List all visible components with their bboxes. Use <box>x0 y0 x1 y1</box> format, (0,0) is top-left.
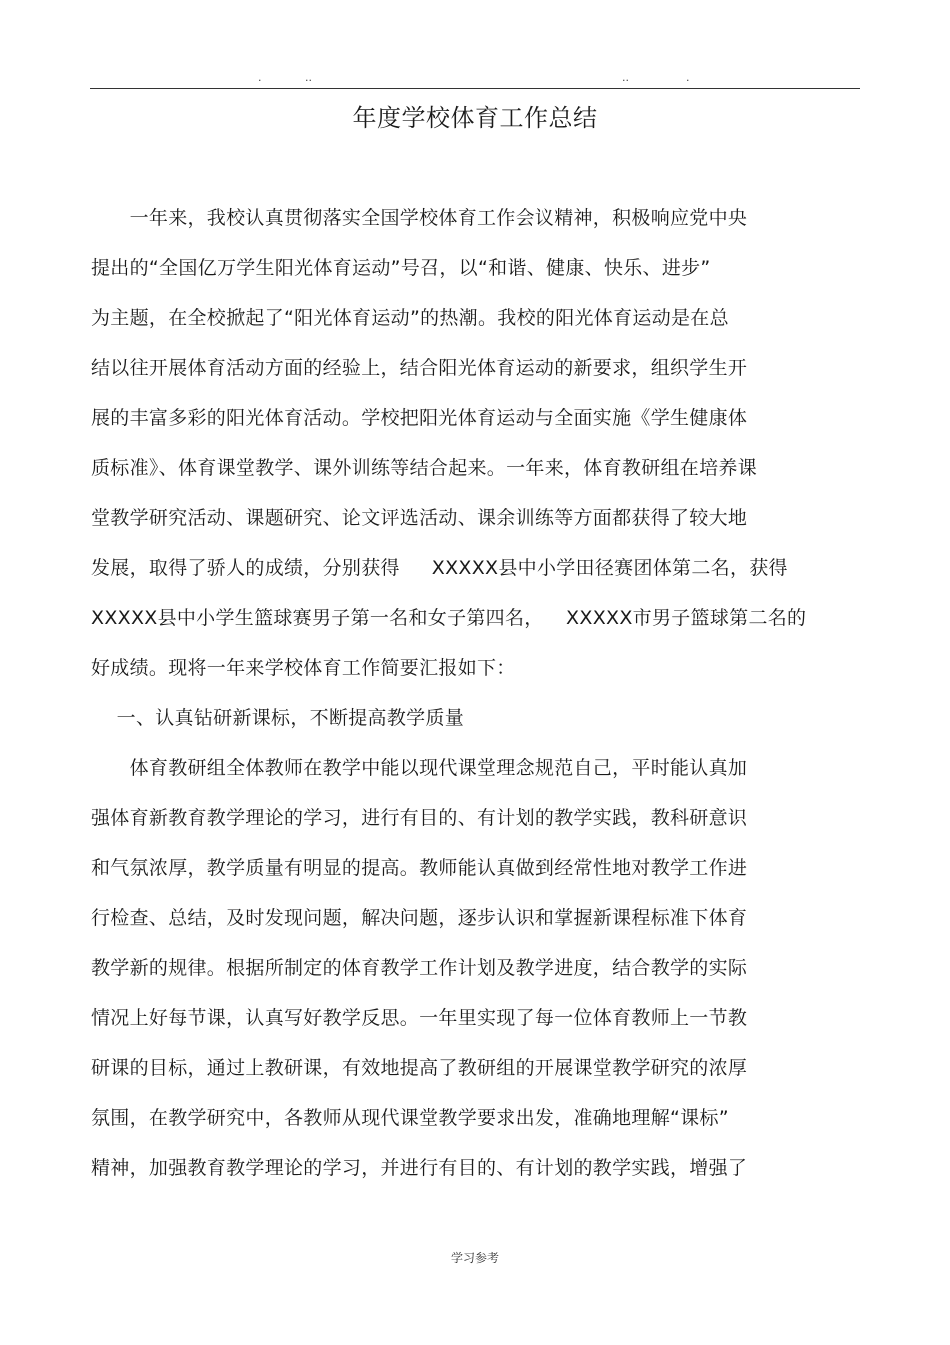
paragraph-line: 展的丰富多彩的阳光体育活动。学校把阳光体育运动与全面实施《学生健康体 <box>91 407 748 429</box>
paragraph-line: XXXXX县中小学生篮球赛男子第一名和女子第四名， XXXXX市男子篮球第二名的 <box>91 607 807 629</box>
header-mark: . <box>258 71 262 84</box>
page-footer: 学习参考 <box>450 1251 499 1265</box>
section-heading: 一、认真钻研新课标，不断提高教学质量 <box>91 707 465 729</box>
paragraph-line: 结以往开展体育活动方面的经验上，结合阳光体育运动的新要求，组织学生开 <box>91 357 748 379</box>
paragraph-line: 情况上好每节课，认真写好教学反思。一年里实现了每一位体育教师上一节教 <box>91 1007 748 1029</box>
paragraph-line: 好成绩。现将一年来学校体育工作简要汇报如下： <box>91 657 516 679</box>
paragraph-line: 强体育新教育教学理论的学习，进行有目的、有计划的教学实践，教科研意识 <box>91 807 748 829</box>
header-mark: .. <box>305 71 312 84</box>
header-rule <box>90 88 860 89</box>
page-title: 年度学校体育工作总结 <box>352 104 598 132</box>
paragraph-line: 氛围，在教学研究中，各教师从现代课堂教学要求出发，准确地理解“课标” <box>91 1107 729 1129</box>
paragraph-line: 和气氛浓厚，教学质量有明显的提高。教师能认真做到经常性地对教学工作进 <box>91 857 748 879</box>
paragraph-line: 提出的“全国亿万学生阳光体育运动”号召，以“和谐、健康、快乐、进步” <box>91 257 711 279</box>
header-mark: .. <box>622 71 629 84</box>
paragraph-line: 教学新的规律。根据所制定的体育教学工作计划及教学进度，结合教学的实际 <box>91 957 748 979</box>
paragraph-line: 体育教研组全体教师在教学中能以现代课堂理念规范自己，平时能认真加 <box>91 757 748 779</box>
paragraph-line: 堂教学研究活动、课题研究、论文评选活动、课余训练等方面都获得了较大地 <box>91 507 748 529</box>
paragraph-line: 行检查、总结，及时发现问题，解决问题，逐步认识和掌握新课程标准下体育 <box>91 907 748 929</box>
paragraph-line: 研课的目标，通过上教研课，有效地提高了教研组的开展课堂教学研究的浓厚 <box>91 1057 748 1079</box>
paragraph-line: 质标准》、体育课堂教学、课外训练等结合起来。一年来，体育教研组在培养课 <box>91 457 758 479</box>
paragraph-line: 发展，取得了骄人的成绩，分别获得 XXXXX县中小学田径赛团体第二名，获得 <box>91 557 788 579</box>
paragraph-line: 一年来，我校认真贯彻落实全国学校体育工作会议精神，积极响应党中央 <box>91 207 748 229</box>
paragraph-line: 精神，加强教育教学理论的学习，并进行有目的、有计划的教学实践，增强了 <box>91 1157 748 1179</box>
paragraph-line: 为主题，在全校掀起了“阳光体育运动”的热潮。我校的阳光体育运动是在总 <box>91 307 729 329</box>
header-mark: . <box>686 71 690 84</box>
